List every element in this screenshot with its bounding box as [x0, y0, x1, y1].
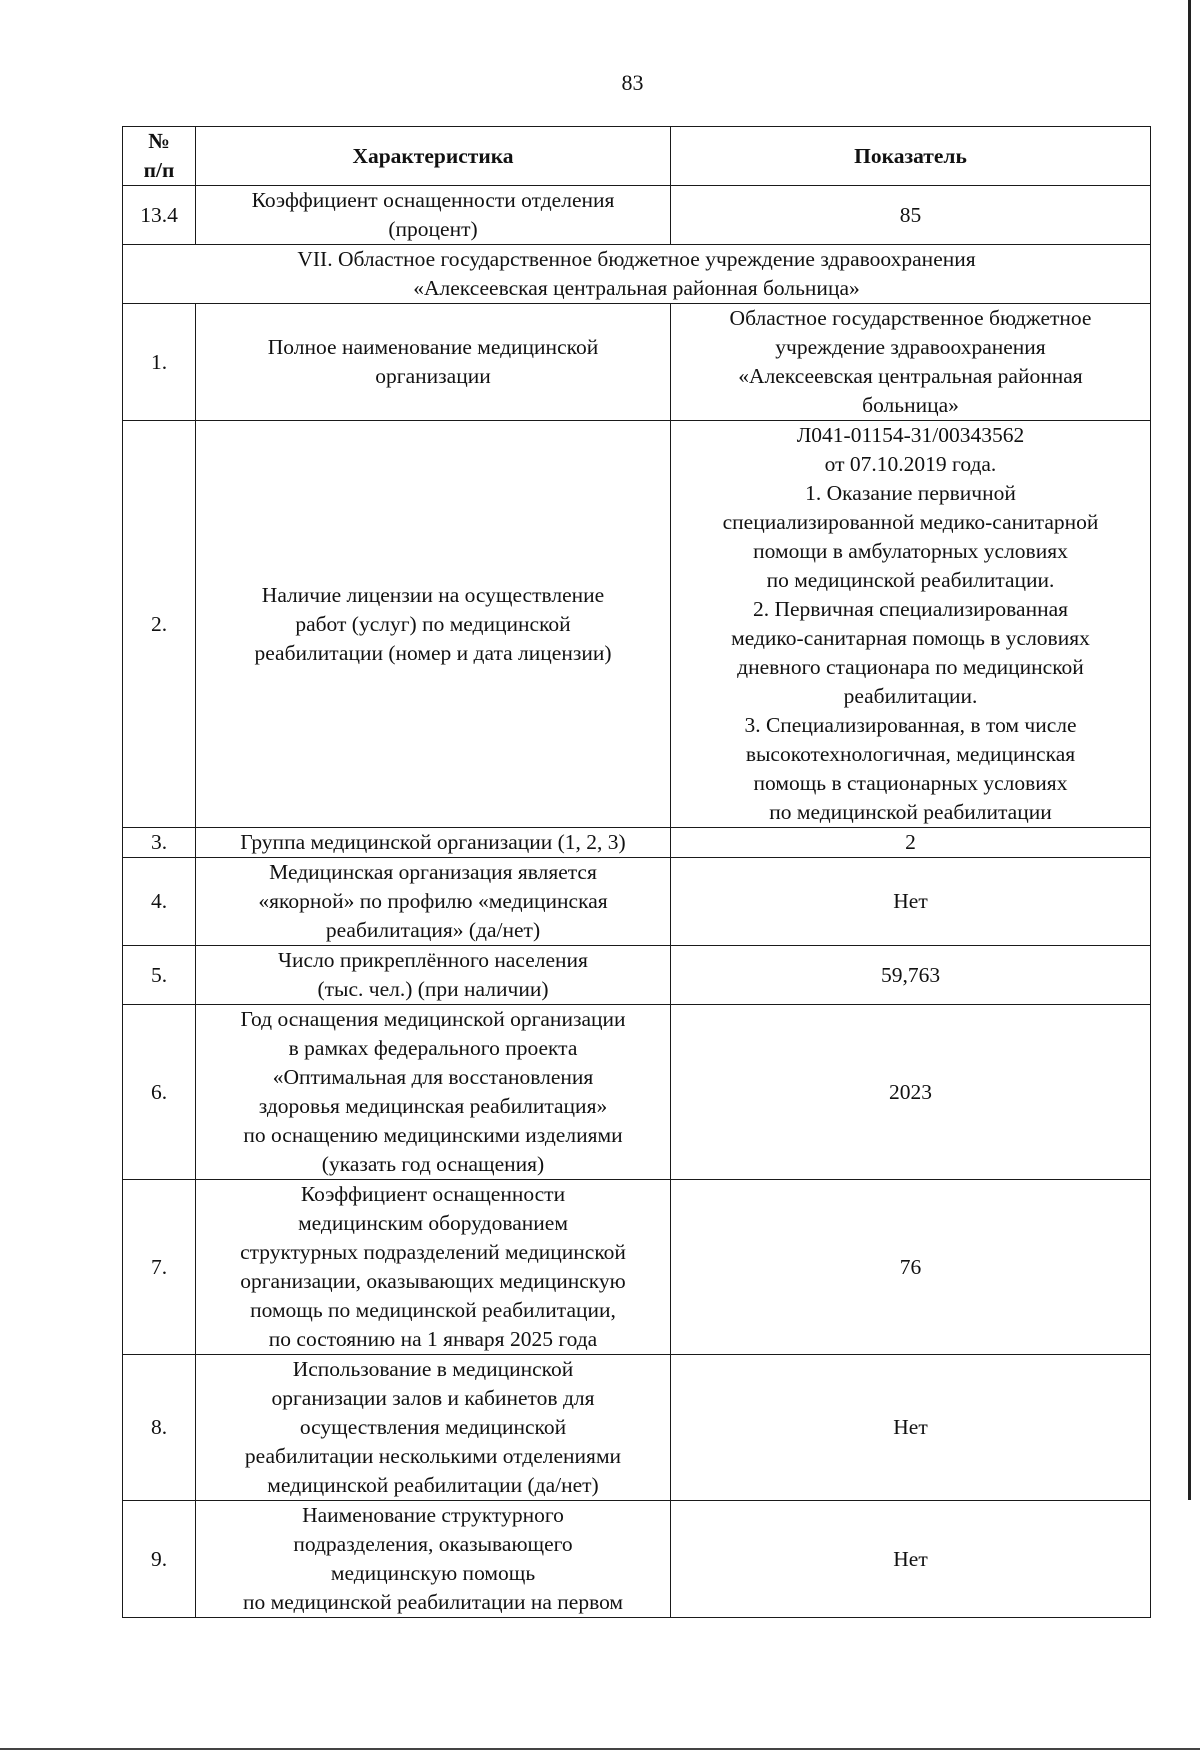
row-num: 1. — [123, 304, 196, 421]
header-characteristic: Характеристика — [196, 127, 671, 186]
header-indicator: Показатель — [671, 127, 1151, 186]
row-characteristic: Полное наименование медицинской организации — [196, 304, 671, 421]
table-row — [123, 1180, 1151, 1355]
row-indicator: Л041-01154-31/00343562 от 07.10.2019 года. 1. Оказание первичной специализированной медико-санитарной помощи в амбулаторных условиях по медицинской реабилитации. 2. Первичная специализированная медико-санитарная помощь в условиях дневного стационара по медицинской реабилитации. 3. Специализированная, в том числе высокотехнологичная, медицинская помощь в стационарных условиях по медицинской реабилитации — [671, 421, 1151, 828]
table-row — [123, 1005, 1151, 1180]
row-num: 6. — [123, 1005, 196, 1180]
row-num: 8. — [123, 1355, 196, 1501]
section-title: VII. Областное государственное бюджетное учреждение здравоохранения «Алексеевская центральная районная больница» — [123, 245, 1151, 304]
row-characteristic: Коэффициент оснащенности медицинским оборудованием структурных подразделений медицинской организации, оказывающих медицинскую помощь по медицинской реабилитации, по состоянию на 1 января 2025 года — [196, 1180, 671, 1355]
row-characteristic: Использование в медицинской организации залов и кабинетов для осуществления медицинской реабилитации несколькими отделениями медицинской реабилитации (да/нет) — [196, 1355, 671, 1501]
row-num: 5. — [123, 946, 196, 1005]
page-bottom-line — [0, 1748, 1200, 1750]
table-row — [123, 186, 1151, 245]
row-characteristic: Наименование структурного подразделения, оказывающего медицинскую помощь по медицинской реабилитации на первом — [196, 1501, 671, 1618]
table-row — [123, 1355, 1151, 1501]
rehabilitation-table — [122, 126, 1151, 1618]
table-row — [123, 858, 1151, 946]
section-row — [123, 245, 1151, 304]
row-indicator: Областное государственное бюджетное учреждение здравоохранения «Алексеевская центральная районная больница» — [671, 304, 1151, 421]
row-indicator: 2023 — [671, 1005, 1151, 1180]
row-num: 7. — [123, 1180, 196, 1355]
row-characteristic: Год оснащения медицинской организации в рамках федерального проекта «Оптимальная для восстановления здоровья медицинская реабилитация» по оснащению медицинскими изделиями (указать год оснащения) — [196, 1005, 671, 1180]
row-indicator: 2 — [671, 828, 1151, 858]
row-indicator: Нет — [671, 858, 1151, 946]
table-header-row — [123, 127, 1151, 186]
row-indicator: Нет — [671, 1501, 1151, 1618]
row-num: 13.4 — [123, 186, 196, 245]
row-characteristic: Наличие лицензии на осуществление работ (услуг) по медицинской реабилитации (номер и дата лицензии) — [196, 421, 671, 828]
page-edge-line — [1188, 0, 1191, 1500]
row-indicator: Нет — [671, 1355, 1151, 1501]
row-indicator: 59,763 — [671, 946, 1151, 1005]
table-row — [123, 1501, 1151, 1618]
table-row — [123, 304, 1151, 421]
table-row — [123, 421, 1151, 828]
row-indicator: 76 — [671, 1180, 1151, 1355]
table-row — [123, 946, 1151, 1005]
row-characteristic: Группа медицинской организации (1, 2, 3) — [196, 828, 671, 858]
row-characteristic: Коэффициент оснащенности отделения (процент) — [196, 186, 671, 245]
header-num: № п/п — [123, 127, 196, 186]
row-num: 9. — [123, 1501, 196, 1618]
row-num: 4. — [123, 858, 196, 946]
row-num: 3. — [123, 828, 196, 858]
table-row — [123, 828, 1151, 858]
row-indicator: 85 — [671, 186, 1151, 245]
row-characteristic: Число прикреплённого населения (тыс. чел.) (при наличии) — [196, 946, 671, 1005]
page-number: 83 — [621, 70, 644, 95]
row-characteristic: Медицинская организация является «якорной» по профилю «медицинская реабилитация» (да/нет) — [196, 858, 671, 946]
row-num: 2. — [123, 421, 196, 828]
